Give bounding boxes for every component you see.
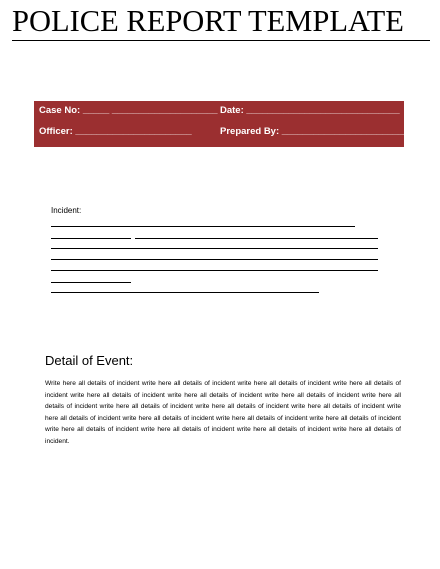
incident-line-6[interactable]: [51, 282, 131, 283]
case-number-field[interactable]: Case No: _____ ____________________: [39, 105, 218, 116]
incident-label: Incident:: [51, 206, 82, 215]
officer-field[interactable]: Officer: ______________________: [39, 126, 192, 137]
case-header-box: [34, 101, 409, 147]
incident-line-3[interactable]: [51, 248, 378, 249]
incident-line-4[interactable]: [51, 259, 378, 260]
date-field[interactable]: Date: _____________________________: [220, 105, 400, 116]
incident-line-1[interactable]: [51, 226, 355, 227]
incident-line-5[interactable]: [51, 270, 378, 271]
detail-heading: Detail of Event:: [45, 353, 134, 368]
incident-line-2b[interactable]: [135, 238, 378, 239]
incident-line-7[interactable]: [51, 292, 319, 293]
detail-body-text: Write here all details of incident write here all details of incident write here all details of incident write here all details of incident write here all details of incident write here all details of incident write here all details of incident write here all details of incident write here all details of incident write here all details of incident write here all details of incident write here all details of incident write here all details of incident write here all details of incident write here all details of incident write here all details of incident write here all details of incident write here all details of incident write here all details of incident.: [45, 380, 401, 445]
document-title: POLICE REPORT TEMPLATE: [12, 4, 404, 38]
incident-line-2a[interactable]: [51, 238, 131, 239]
prepared-by-field[interactable]: Prepared By: ________________________: [220, 126, 409, 137]
title-underline: [12, 40, 430, 41]
